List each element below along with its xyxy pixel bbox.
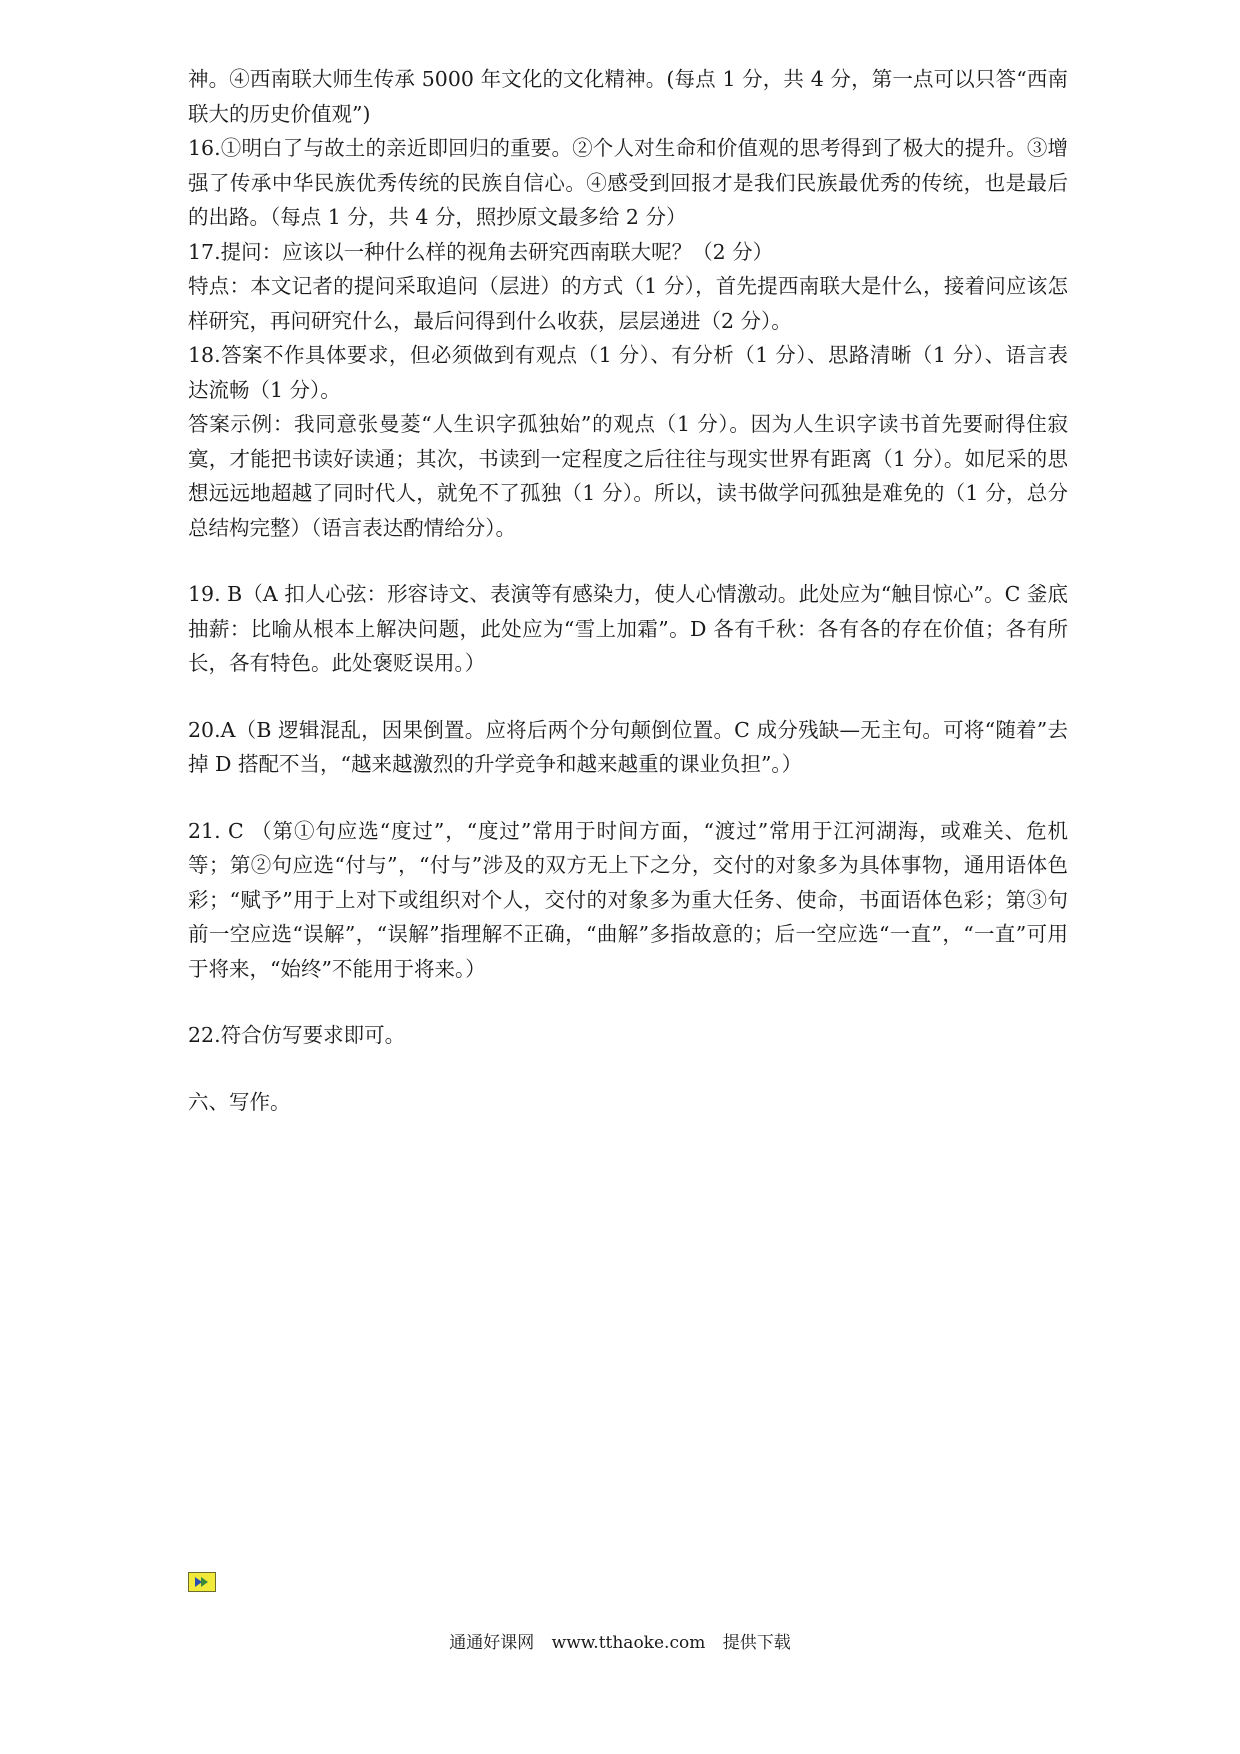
arrow-icon [193,1575,211,1589]
paragraph-17-question: 17.提问：应该以一种什么样的视角去研究西南联大呢？（2 分） [188,239,774,264]
paragraph-22: 22.符合仿写要求即可。 [188,1023,406,1047]
paragraph-15-tail: 神。④西南联大师生传承 5000 年文化的文化精神。(每点 1 分，共 4 分，第一点可以只答“西南联大的历史价值观”) [188,67,1068,126]
paragraph-18: 18.答案不作具体要求，但必须做到有观点（1 分）、有分析（1 分）、思路清晰（1 分）、语言表达流畅（1 分）。 [188,343,1068,402]
paragraph-20: 20.A（B 逻辑混乱，因果倒置。应将后两个分句颠倒位置。C 成分残缺—无主句。可将“随着”去掉 D 搭配不当，“越来越激烈的升学竞争和越来越重的课业负担”。） [188,717,1068,776]
footer-url[interactable]: www.tthaoke.com [551,1633,706,1653]
footer-site-name: 通通好课网 [449,1633,535,1653]
paragraph-17-feature: 特点：本文记者的提问采取追问（层进）的方式（1 分），首先提西南联大是什么，接着问应该怎样研究，再问研究什么，最后问得到什么收获，层层递进（2 分）。 [188,274,1068,333]
paragraph-19: 19. B（A 扣人心弦：形容诗文、表演等有感染力，使人心情激动。此处应为“触目惊心”。C 釜底抽薪：比喻从根本上解决问题，此处应为“雪上加霜”。D 各有千秋：各有各的存在价值；各有所长，各有特色。此处褒贬误用。） [188,582,1068,675]
section-6-heading: 六、写作。 [188,1089,291,1114]
answer-text-body [188,62,1068,1119]
paragraph-16: 16.①明白了与故土的亲近即回归的重要。②个人对生命和价值观的思考得到了极大的提升。③增强了传承中华民族优秀传统的民族自信心。④感受到回报才是我们民族最优秀的传统，也是最后的出路。（每点 1 分，共 4 分，照抄原文最多给 2 分） [188,136,1068,229]
paragraph-21: 21. C （第①句应选“度过”，“度过”常用于时间方面，“渡过”常用于江河湖海，或难关、危机等；第②句应选“付与”，“付与”涉及的双方无上下之分，交付的对象多为具体事物，通用语体色彩；“赋予”用于上对下或组织对个人，交付的对象多为重大任务、使命，书面语体色彩；第③句前一空应选“误解”，“误解”指理解不正确，“曲解”多指故意的；后一空应选“一直”，“一直”可用于将来，“始终”不能用于将来。） [188,818,1068,981]
footer-suffix: 提供下载 [722,1633,791,1653]
page-footer [0,1628,1240,1653]
paragraph-18-example: 答案示例：我同意张曼菱“人生识字孤独始”的观点（1 分）。因为人生识字读书首先要耐得住寂寞，才能把书读好读通；其次，书读到一定程度之后往往与现实世界有距离（1 分）。如尼采的思想远远地超越了同时代人，就免不了孤独（1 分）。所以，读书做学问孤独是难免的（1 分，总分总结构完整）（语言表达酌情给分）。 [188,412,1068,540]
document-link-icon[interactable] [188,1572,216,1592]
